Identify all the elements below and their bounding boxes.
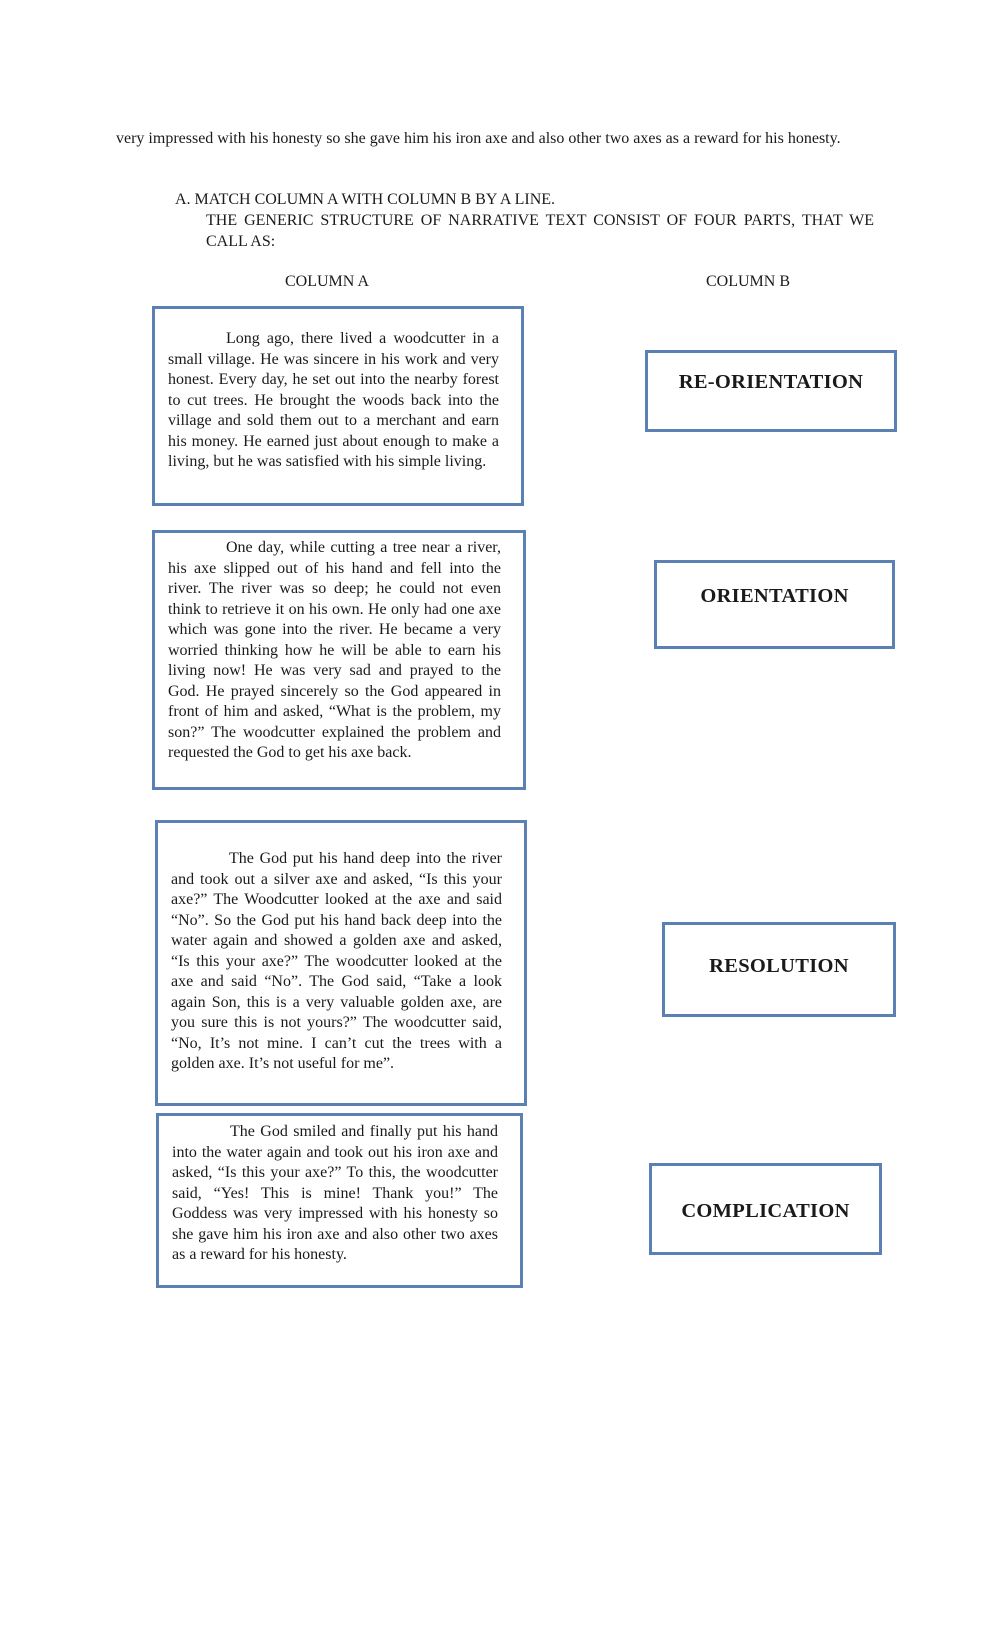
column-a-item-3[interactable] (155, 820, 527, 1106)
story-paragraph: The God put his hand deep into the river and took out a silver axe and asked, “Is this your axe?” The Woodcutter looked at the axe and said “No”. So the God put his hand back deep into the water again and showed a golden axe and asked, “Is this your axe?” The woodcutter looked at the axe and said “No”. The God said, “Take a look again Son, this is a very valuable golden axe, are you sure this is not yours?” The woodcutter said, “No, It’s not mine. I can’t cut the trees with a golden axe. It’s not useful for me”. (171, 850, 502, 1072)
column-a-item-4[interactable] (156, 1113, 523, 1288)
column-b-item-re-orientation[interactable] (645, 350, 897, 432)
instruction-subheading: THE GENERIC STRUCTURE OF NARRATIVE TEXT CONSIST OF FOUR PARTS, THAT WE CALL AS: (206, 212, 874, 250)
part-label: ORIENTATION (700, 585, 849, 607)
column-a-item-1[interactable] (152, 306, 524, 506)
column-a-item-2[interactable] (152, 530, 526, 790)
instruction-heading: A. MATCH COLUMN A WITH COLUMN B BY A LINE. (175, 191, 556, 208)
part-label: RESOLUTION (709, 955, 849, 977)
story-paragraph: One day, while cutting a tree near a river, his axe slipped out of his hand and fell into the river. The river was so deep; he could not even think to retrieve it on his own. He only had one axe which was gone into the river. He became a very worried thinking how he will be able to earn his living now! He was very sad and prayed to the God. He prayed sincerely so the God appeared in front of him and asked, “What is the problem, my son?” The woodcutter explained the problem and requested the God to get his axe back. (168, 539, 501, 761)
story-paragraph: Long ago, there lived a woodcutter in a small village. He was sincere in his work and very honest. Every day, he set out into the nearby forest to cut trees. He brought the woods back into the village and sold them out to a merchant and earn his money. He earned just about enough to make a living, but he was satisfied with his simple living. (168, 330, 499, 470)
column-b-item-complication[interactable] (649, 1163, 882, 1255)
column-b-heading: COLUMN B (706, 273, 791, 290)
column-b-item-resolution[interactable] (662, 922, 896, 1017)
part-label: COMPLICATION (681, 1200, 850, 1222)
part-label: RE-ORIENTATION (678, 371, 864, 393)
story-paragraph: The God smiled and finally put his hand into the water again and took out his iron axe and asked, “Is this your axe?” To this, the woodcutter said, “Yes! This is mine! Thank you!” The Goddess was very impressed with his honesty so she gave him his iron axe and also other two axes as a reward for his honesty. (172, 1123, 498, 1263)
column-b-item-orientation[interactable] (654, 560, 895, 649)
intro-text: very impressed with his honesty so she gave him his iron axe and also other two axes as a reward for his honesty. (116, 130, 841, 147)
column-a-heading: COLUMN A (285, 273, 370, 290)
